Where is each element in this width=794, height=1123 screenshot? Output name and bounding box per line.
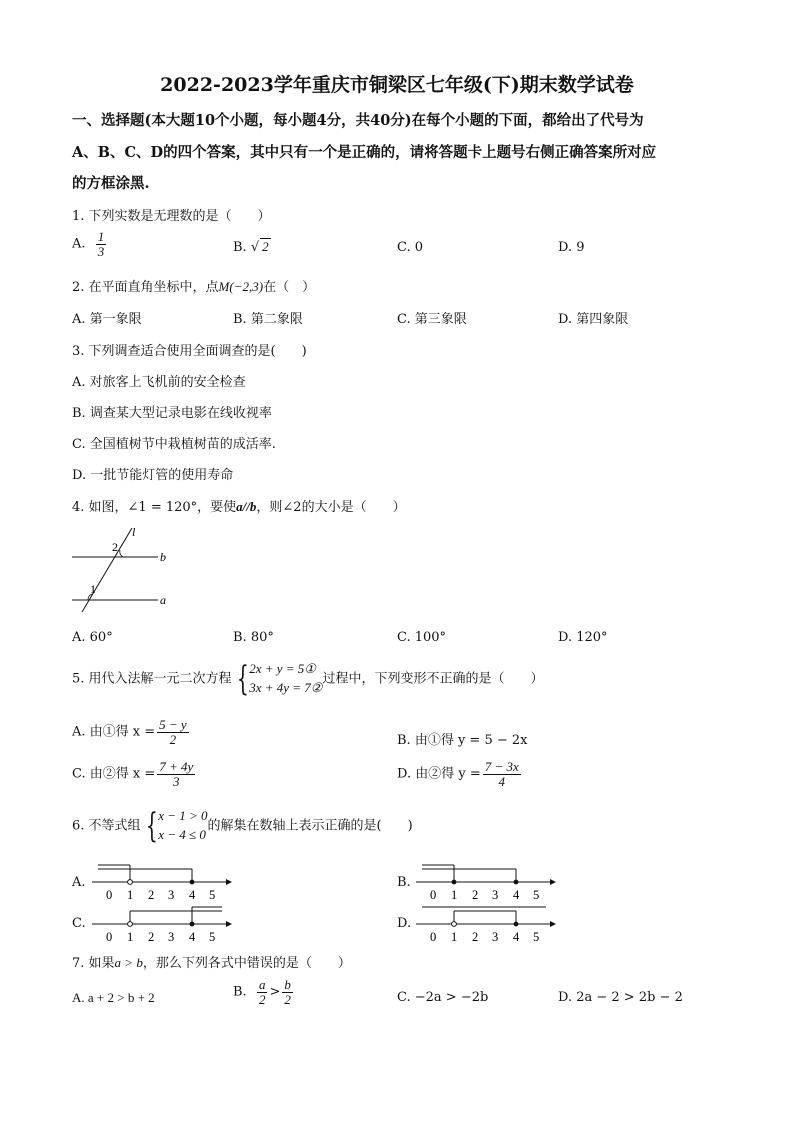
q5-option-b: B. 由①得 y = 5 − 2x [397, 733, 528, 748]
q5-a-num: 5 − y [159, 717, 187, 732]
q5-a-den: 2 [169, 731, 177, 747]
tick-1: 1 [127, 930, 134, 944]
tick-5: 5 [533, 888, 540, 902]
tick-1: 1 [127, 888, 134, 902]
q7-b-right-num: b [284, 977, 291, 992]
tick-3: 3 [492, 930, 499, 944]
q7-option-c: C. −2a > −2b [397, 990, 489, 1005]
q2-option-d: D. 第四象限 [558, 312, 629, 327]
q5-stem [72, 660, 543, 698]
q3-stem: 3. 下列调查适合使用全面调查的是( ) [72, 344, 307, 359]
q1-b-label: B. [233, 240, 247, 255]
tick-5: 5 [209, 888, 216, 902]
q5-system [249, 660, 322, 698]
q1-stem: 1. 下列实数是无理数的是（ ） [72, 209, 271, 224]
q7-option-d: D. 2a − 2 > 2b − 2 [558, 990, 683, 1005]
q1-a-den: 3 [97, 243, 105, 259]
q4-option-c: C. 100° [397, 630, 447, 645]
tick-2: 2 [472, 888, 479, 902]
q2-option-c: C. 第三象限 [397, 312, 467, 327]
q5-option-d [397, 760, 523, 788]
q2-stem [72, 276, 315, 295]
q4-parallel-lines-figure [68, 520, 178, 615]
q7-b-right-fraction [282, 978, 293, 1006]
q5-d-num: 7 − 3x [484, 759, 519, 774]
q5-a-pre: A. 由①得 x = [72, 724, 156, 740]
q6-option-d-label: D. [397, 916, 412, 931]
q6-ineq2: x − 4 ≤ 0 [158, 826, 206, 842]
q5-eq2: 3x + 4y = 7② [249, 679, 323, 695]
q7-b-left-fraction [257, 978, 268, 1006]
q1-option-a [72, 230, 108, 258]
q1-a-fraction [96, 230, 107, 258]
q4-stem-pre: 4. 如图，∠1 = 120°，要使 [72, 500, 237, 515]
q6-option-d-number-line [412, 900, 557, 946]
q6-option-b-number-line [412, 858, 557, 904]
label-l: l [132, 525, 136, 539]
q6-stem [72, 807, 413, 845]
q5-d-fraction [483, 760, 521, 788]
q6-option-a-label: A. [72, 875, 86, 890]
q5-a-fraction [157, 718, 189, 746]
q4-option-d: D. 120° [558, 630, 608, 645]
q5-eq1: 2x + y = 5① [249, 661, 316, 676]
angle-2-arc [120, 550, 123, 557]
q1-option-c: C. 0 [397, 240, 424, 255]
q5-c-pre: C. 由②得 x = [72, 766, 156, 782]
q2-stem-post: 在（ ） [263, 280, 316, 295]
q5-c-num: 7 + 4y [159, 759, 194, 774]
tick-4: 4 [513, 888, 520, 902]
section-instruction-line3: 的方框涂黑. [72, 175, 150, 192]
q7-b-left-num: a [258, 977, 266, 992]
q7-stem-pre: 7. 如果 [72, 956, 115, 971]
q5-c-den: 3 [173, 773, 180, 789]
q1-a-label: A. [72, 236, 86, 252]
q2-stem-pre: 2. 在平面直角坐标中，点 [72, 280, 219, 295]
q6-option-a-number-line [88, 858, 233, 904]
tick-5: 5 [209, 930, 216, 944]
q4-stem [72, 496, 406, 515]
transversal-l [82, 528, 132, 612]
tick-4: 4 [513, 930, 520, 944]
q5-brace: { [236, 658, 249, 699]
section-instruction-line2: A、B、C、D的四个答案，其中只有一个是正确的，请将答题卡上题号右侧正确答案所对应 [72, 144, 657, 161]
q4-option-a: A. 60° [72, 630, 113, 645]
q5-d-pre: D. 由②得 y = [397, 766, 481, 782]
q7-stem [72, 952, 351, 971]
q4-condition: a//b [236, 499, 257, 514]
q5-stem-pre: 5. 用代入法解一元二次方程 [72, 671, 232, 687]
q7-condition: a > b [114, 955, 143, 970]
section-instruction-line1: 一、选择题(本大题10个小题，每小题4分，共40分)在每个小题的下面，都给出了代号为 [72, 112, 644, 129]
q5-c-fraction [157, 760, 195, 788]
q6-ineq1: x − 1 > 0 [158, 808, 208, 823]
q2-option-a: A. 第一象限 [72, 312, 142, 327]
tick-0: 0 [106, 930, 113, 944]
q4-option-b: B. 80° [233, 630, 274, 645]
q5-d-den: 4 [498, 773, 505, 789]
q5-option-c [72, 760, 197, 788]
tick-2: 2 [148, 930, 155, 944]
q7-b-gt: > [269, 984, 281, 1000]
q7-stem-post: ，那么下列各式中错误的是（ ） [142, 956, 351, 971]
q7-option-a: A. a + 2 > b + 2 [72, 990, 155, 1005]
q1-option-b: B. √ 2 [233, 239, 269, 255]
q3-option-a: A. 对旅客上飞机前的安全检查 [72, 375, 246, 390]
q2-option-b: B. 第二象限 [233, 312, 303, 327]
q1-option-d: D. 9 [558, 240, 585, 255]
tick-0: 0 [106, 888, 113, 902]
q4-stem-post: ，则∠2的大小是（ ） [256, 500, 406, 515]
q3-option-c: C. 全国植树节中栽植树苗的成活率. [72, 437, 276, 452]
q6-option-b-label: B. [397, 875, 411, 890]
q6-option-c-number-line [88, 900, 233, 946]
tick-5: 5 [533, 930, 540, 944]
tick-2: 2 [472, 930, 479, 944]
q7-b-left-den: 2 [258, 991, 266, 1007]
tick-0: 0 [430, 888, 437, 902]
q5-option-a [72, 718, 191, 746]
tick-2: 2 [148, 888, 155, 902]
q6-stem-pre: 6. 不等式组 [72, 818, 141, 834]
label-angle-2: 2 [112, 540, 118, 554]
label-angle-1: 1 [90, 582, 96, 596]
q5-stem-post: 过程中，下列变形不正确的是（ ） [322, 671, 544, 687]
tick-1: 1 [451, 930, 458, 944]
tick-1: 1 [451, 888, 458, 902]
tick-3: 3 [492, 888, 499, 902]
label-b: b [160, 550, 166, 564]
q6-option-c-label: C. [72, 916, 86, 931]
q6-system [158, 807, 207, 845]
tick-3: 3 [168, 930, 175, 944]
tick-4: 4 [189, 888, 196, 902]
q7-option-b [233, 978, 295, 1006]
label-a: a [160, 593, 166, 607]
q3-option-b: B. 调查某大型记录电影在线收视率 [72, 406, 272, 421]
q6-stem-post: 的解集在数轴上表示正确的是( ) [207, 818, 413, 834]
tick-0: 0 [430, 930, 437, 944]
q6-brace: { [145, 805, 158, 846]
q1-b-radicand: 2 [262, 239, 269, 254]
page-title: 2022-2023学年重庆市铜梁区七年级(下)期末数学试卷 [160, 74, 634, 96]
tick-4: 4 [189, 930, 196, 944]
q2-point: M(−2,3) [218, 279, 264, 294]
q7-b-label: B. [233, 984, 247, 1000]
q3-option-d: D. 一批节能灯管的使用寿命 [72, 468, 234, 483]
q7-b-right-den: 2 [284, 991, 291, 1007]
tick-3: 3 [168, 888, 175, 902]
q1-a-num: 1 [97, 229, 105, 244]
